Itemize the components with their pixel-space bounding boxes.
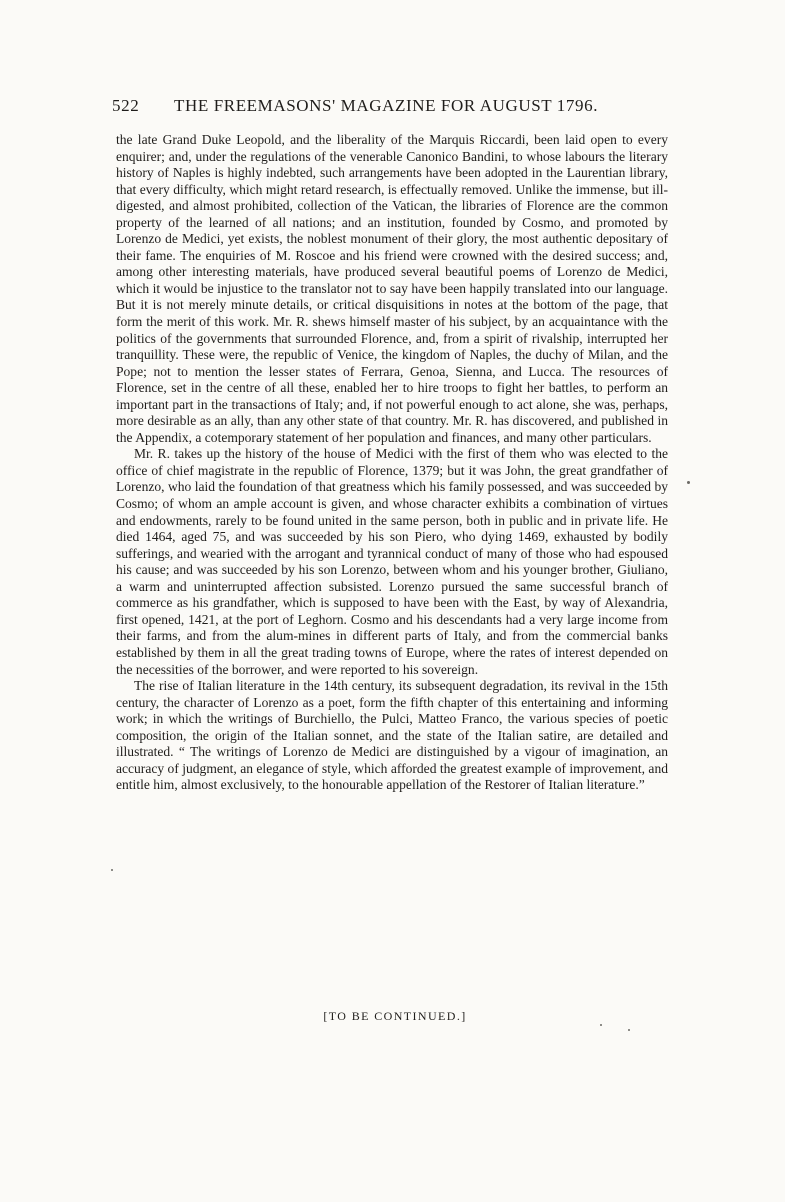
page-number: 522 xyxy=(112,96,140,115)
ink-speck xyxy=(600,1024,602,1026)
page-header xyxy=(112,96,702,120)
article-body xyxy=(116,132,668,794)
paragraph-3: The rise of Italian literature in the 14th century, its subsequent degradation, its revival in the 15th century, the character of Lorenzo as a poet, form the fifth chapter of this entertaining and informing work; in which the writings of Burchiello, the Pulci, Matteo Franco, the various species of poetic composition, the origin of the Italian sonnet, and the state of the Italian satire, are detailed and illustrated. “ The writings of Lorenzo de Medici are distinguished by a vigour of imagination, an accuracy of judgment, an elegance of style, which afforded the greatest example of improvement, and entitle him, almost exclusively, to the honourable appellation of the Restorer of Italian literature.” xyxy=(116,678,668,793)
ink-speck xyxy=(687,481,690,484)
ink-speck xyxy=(111,869,113,871)
ink-speck xyxy=(628,1029,630,1031)
paragraph-2: Mr. R. takes up the history of the house of Medici with the first of them who was elected to the office of chief magistrate in the republic of Florence, 1379; but it was John, the great grandfather of Lorenzo, who laid the foundation of that greatness which his family possessed, and was succeeded by Cosmo; of whom an ample account is given, and whose character exhibits a combination of virtues and endowments, rarely to be found united in the same person, both in public and in private life. He died 1464, aged 75, and was succeeded by his son Piero, who dying 1469, exhausted by bodily sufferings, and wearied with the arrogant and tyrannical conduct of many of those who had espoused his cause; and was succeeded by his son Lorenzo, between whom and his younger brother, Giuliano, a warm and uninterrupted affection subsisted. Lorenzo pursued the same successful branch of commerce as his grandfather, which is supposed to have been with the East, by way of Alexandria, first opened, 1421, at the port of Leghorn. Cosmo and his descendants had a very large income from their farms, and from the alum-mines in different parts of Italy, and from the commercial banks established by them in all the great trading towns of Europe, where the rates of interest depended on the necessities of the borrower, and were reported to his sovereign. xyxy=(116,446,668,677)
to-be-continued-note: [TO BE CONTINUED.] xyxy=(323,1009,467,1023)
paragraph-1: the late Grand Duke Leopold, and the liberality of the Marquis Riccardi, been laid open to every enquirer; and, under the regulations of the venerable Canonico Bandini, to whose labours the literary history of Naples is highly indebted, such arrangements have been adopted in the Laurentian library, that every difficulty, which might retard research, is effectually removed. Unlike the immense, but ill-digested, and almost prohibited, collection of the Vatican, the libraries of Florence are the common property of the learned of all nations; and an institution, founded by Cosmo, and promoted by Lorenzo de Medici, yet exists, the noblest monument of their glory, the most authentic depositary of their fame. The enquiries of M. Roscoe and his friend were crowned with the desired success; and, among other interesting materials, have produced several beautiful poems of Lorenzo de Medici, which it would be injustice to the translator not to say have been happily translated into our language. But it is not merely minute details, or critical disquisitions in notes at the bottom of the page, that form the merit of this work. Mr. R. shews himself master of his subject, by an acquaintance with the politics of the governments that surrounded Florence, and, from a spirit of rivalship, interrupted her tranquillity. These were, the republic of Venice, the kingdom of Naples, the duchy of Milan, and the Pope; not to mention the lesser states of Ferrara, Genoa, Sienna, and Lucca. The resources of Florence, set in the centre of all these, enabled her to hire troops to fight her battles, to perform an important part in the transactions of Italy; and, if not powerful enough to act alone, she was, perhaps, more desirable as an ally, than any other state of that country. Mr. R. has discovered, and published in the Appendix, a cotemporary statement of her population and finances, and many other particulars. xyxy=(116,132,668,445)
running-title: THE FREEMASONS' MAGAZINE FOR AUGUST 1796. xyxy=(174,96,599,115)
